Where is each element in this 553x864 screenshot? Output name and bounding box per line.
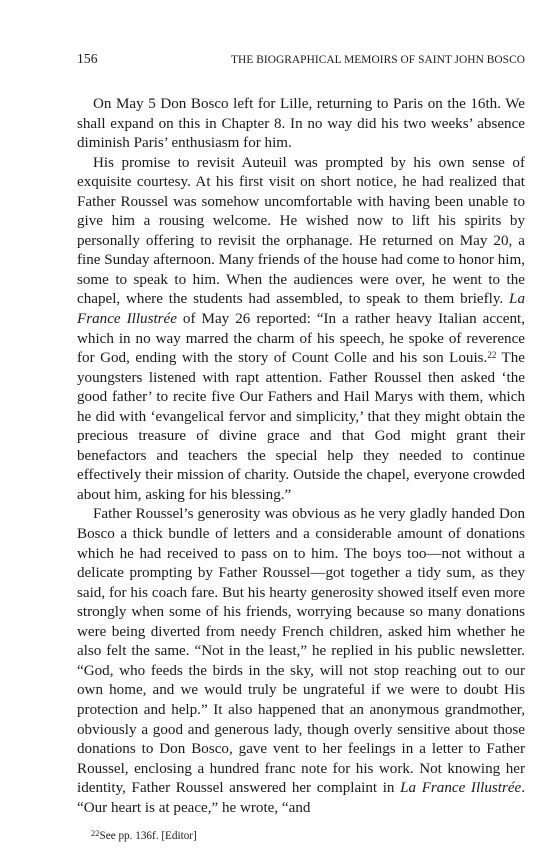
publication-title: La France Illustrée	[400, 780, 522, 797]
book-page	[77, 50, 525, 844]
paragraph-3	[77, 505, 525, 818]
footnote-number: 22	[91, 828, 100, 839]
page-number: 156	[77, 51, 98, 66]
paragraph-3-text-b: . “Our heart is at peace,” he wrote, “and	[77, 780, 525, 816]
running-head	[77, 50, 525, 69]
footnote-reference: 22	[487, 350, 497, 361]
body-text	[77, 95, 525, 818]
footnote	[77, 828, 525, 844]
paragraph-2-text-a: His promise to revisit Auteuil was prompted by his own sense of exquisite courtesy. At his first visit on short notice, he had realized that Father Roussel was somehow uncomfortable with having been unable to give him a rousing welcome. He wished now to lift his spirits by personally offering to revisit the orphanage. He returned on May 20, a fine Sunday afternoon. Many friends of the house had come to honor him, some to speak to him. When the audiences were over, he went to the chapel, where the students had assembled, to speak to them briefly.	[77, 154, 525, 308]
running-title: THE BIOGRAPHICAL MEMOIRS OF SAINT JOHN BOSCO	[231, 54, 525, 66]
paragraph-2-text-c: The youngsters listened with rapt attention. Father Roussel then asked ‘the good father’ to recite five Our Fathers and Hail Marys with them, which he did with ‘evangelical fervor and simplicity,’ that they might obtain the precious treasure of divine grace and that God might grant their benefactors and teachers the special help they needed to continue effectively their mission of charity. Outside the chapel, everyone crowded about him, asking for his blessing.”	[77, 350, 525, 503]
footnote-text: See pp. 136f. [Editor]	[99, 830, 197, 843]
publication-title: La France Illustrée	[77, 291, 525, 328]
paragraph-2-text-b: of May 26 reported: “In a rather heavy Italian accent, which in no way marred the charm of his speech, he spoke of reverence for God, ending with the story of Count Colle and his son Louis.	[77, 311, 525, 367]
paragraph-3-text-a: Father Roussel’s generosity was obvious as he very gladly handed Don Bosco a thick bundle of letters and a considerable amount of donations which he had received to pass on to him. The boys too—not without a delicate prompting by Father Roussel—got together a tidy sum, as they said, for his coach fare. But his hearty generosity showed itself even more strongly when some of his friends, worrying because so many donations were being diverted from needy French children, asked him whether he also felt the same. “Not in the least,” he replied in his public newsletter. “God, who feeds the birds in the sky, will not stop reaching out to our own home, and we would truly be ungrateful if we were to doubt His protection and help.” It also happened that an anonymous grandmother, obviously a good and generous lady, though overly sensitive about those donations to Don Bosco, gave vent to her feelings in a letter to Father Roussel, enclosing a hundred franc note for his work. Not knowing her identity, Father Roussel answered her complaint in	[77, 506, 525, 797]
paragraph-2	[77, 154, 525, 506]
paragraph-1: On May 5 Don Bosco left for Lille, returning to Paris on the 16th. We shall expand on this in Chapter 8. In no way did his two weeks’ absence diminish Paris’ enthusiasm for him.	[77, 96, 525, 152]
